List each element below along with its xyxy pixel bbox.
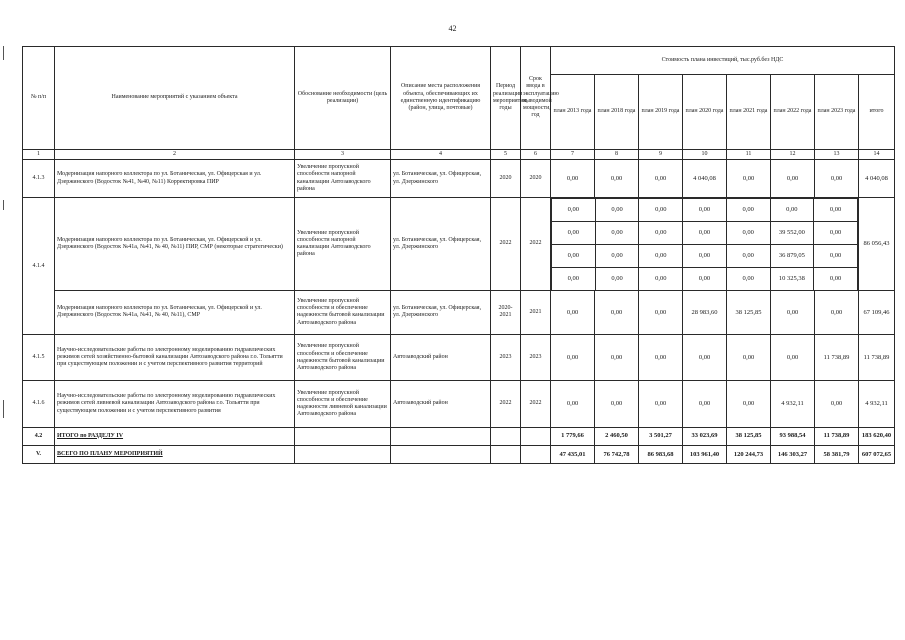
row-value: 0,00 bbox=[595, 159, 639, 197]
row-reason: Увеличение пропускной способности и обеспечение надежности бытовой канализации Автозаводского района bbox=[295, 335, 391, 381]
row-value: 0,00 bbox=[727, 159, 771, 197]
row-value: 146 303,27 bbox=[771, 445, 815, 463]
col-number: 14 bbox=[859, 149, 895, 159]
row-location: Автозаводский район bbox=[391, 381, 491, 427]
row-value: 103 961,40 bbox=[683, 445, 727, 463]
binding-edge-mark bbox=[3, 200, 4, 210]
row-period: 2023 bbox=[491, 335, 521, 381]
header-year: план 2021 года bbox=[727, 75, 771, 150]
header-name: Наименование мероприятий с указанием объекта bbox=[55, 47, 295, 150]
row-value: 0,00 bbox=[771, 290, 815, 334]
row-value: 0,00 bbox=[814, 245, 858, 268]
col-number: 6 bbox=[521, 149, 551, 159]
header-cost-group: Стоимость плана инвестиций, тыс.руб.без НДС bbox=[551, 47, 895, 75]
row-value: 0,00 bbox=[726, 222, 770, 245]
row-value: 47 435,01 bbox=[551, 445, 595, 463]
row-value: 0,00 bbox=[683, 245, 727, 268]
row-value: 0,00 bbox=[683, 335, 727, 381]
row-value: 0,00 bbox=[771, 335, 815, 381]
row-value: 0,00 bbox=[552, 222, 596, 245]
row-reason: Увеличение пропускной способности и обеспечение надежности ливневой канализации Автозаводского района bbox=[295, 381, 391, 427]
row-value: 38 125,85 bbox=[727, 427, 771, 445]
row-name: Научно-исследовательские работы по электронному моделированию гидравлических режимов сетей хозяйственно-бытовой канализации Автозаводского района г.о. Тольятти при существующем положении и с учетом перспективного развития территорий bbox=[55, 335, 295, 381]
row-value: 0,00 bbox=[552, 199, 596, 222]
header-commission: Срок ввода в эксплуатацию выводимой мощности, год bbox=[521, 47, 551, 150]
grand-total-row bbox=[23, 445, 895, 463]
row-total: 607 072,65 bbox=[859, 445, 895, 463]
header-year: план 2019 года bbox=[639, 75, 683, 150]
row-reason: Увеличение пропускной способности напорной канализации Автозаводского района bbox=[295, 159, 391, 197]
row-value: 0,00 bbox=[814, 199, 858, 222]
row-value: 0,00 bbox=[726, 268, 770, 290]
col-number: 13 bbox=[815, 149, 859, 159]
row-value: 93 988,54 bbox=[771, 427, 815, 445]
row-value: 0,00 bbox=[639, 245, 683, 268]
row-commission: 2022 bbox=[521, 381, 551, 427]
row-num: V. bbox=[23, 445, 55, 463]
row-total: 67 109,46 bbox=[859, 290, 895, 334]
row-total: 183 620,40 bbox=[859, 427, 895, 445]
row-value: 0,00 bbox=[551, 381, 595, 427]
row-value: 0,00 bbox=[639, 199, 683, 222]
row-period: 2020-2021 bbox=[491, 290, 521, 334]
header-location: Описание места расположения объекта, обеспечивающих их единственную идентификацию (район, улица, почтовые) bbox=[391, 47, 491, 150]
header-year: план 2022 года bbox=[771, 75, 815, 150]
subtotal-row bbox=[23, 427, 895, 445]
row-total: 4 932,11 bbox=[859, 381, 895, 427]
row-value: 76 742,78 bbox=[595, 445, 639, 463]
row-commission: 2021 bbox=[521, 290, 551, 334]
row-value: 58 381,79 bbox=[815, 445, 859, 463]
row-value: 0,00 bbox=[639, 222, 683, 245]
row-value: 0,00 bbox=[727, 335, 771, 381]
row-value: 0,00 bbox=[771, 159, 815, 197]
row-name: Модернизация напорного коллектора по ул. Ботаническая, ул. Офицерской и ул. Дзержинского (Водосток №41а, №41, № 40, №11), СМР bbox=[55, 290, 295, 334]
table-row bbox=[23, 159, 895, 197]
row-value: 86 983,68 bbox=[639, 445, 683, 463]
row-reason: Увеличение пропускной способности и обеспечение надежности бытовой канализации Автозаводского района bbox=[295, 290, 391, 334]
row-value: 0,00 bbox=[814, 268, 858, 290]
col-number: 12 bbox=[771, 149, 815, 159]
row-value: 0,00 bbox=[552, 268, 596, 290]
row-value: 0,00 bbox=[727, 381, 771, 427]
row-num: 4.1.6 bbox=[23, 381, 55, 427]
row-value: 0,00 bbox=[639, 381, 683, 427]
row-value: 0,00 bbox=[551, 335, 595, 381]
row-value: 0,00 bbox=[726, 245, 770, 268]
col-number: 2 bbox=[55, 149, 295, 159]
row-value: 0,00 bbox=[595, 290, 639, 334]
investment-table bbox=[22, 46, 895, 464]
table-row bbox=[23, 335, 895, 381]
row-value: 2 460,50 bbox=[595, 427, 639, 445]
col-number: 3 bbox=[295, 149, 391, 159]
row-num: 4.1.4 bbox=[23, 198, 55, 335]
row-name: ИТОГО по РАЗДЕЛУ IV bbox=[55, 427, 295, 445]
row-value: 0,00 bbox=[683, 381, 727, 427]
header-year: план 2023 года bbox=[815, 75, 859, 150]
header-total: итого bbox=[859, 75, 895, 150]
row-value: 0,00 bbox=[595, 222, 639, 245]
row-value: 1 779,66 bbox=[551, 427, 595, 445]
col-number: 10 bbox=[683, 149, 727, 159]
row-num: 4.1.3 bbox=[23, 159, 55, 197]
row-value: 38 125,85 bbox=[727, 290, 771, 334]
header-year: план 2013 года bbox=[551, 75, 595, 150]
sub-value-table bbox=[551, 198, 858, 290]
header-year: план 2020 года bbox=[683, 75, 727, 150]
row-name: Модернизация напорного коллектора по ул. Ботаническая, ул. Офицерская и ул. Дзержинского (Водосток №41, №40, №11) Корректировка ПИР bbox=[55, 159, 295, 197]
row-name: Научно-исследовательские работы по электронному моделированию гидравлических режимов сетей ливневой канализации Автозаводского района г.о. Тольятти при существующем положении и с учетом перспективного развития bbox=[55, 381, 295, 427]
col-number: 7 bbox=[551, 149, 595, 159]
col-number: 9 bbox=[639, 149, 683, 159]
column-number-row bbox=[23, 149, 895, 159]
col-number: 1 bbox=[23, 149, 55, 159]
row-total: 86 056,43 bbox=[859, 198, 895, 291]
row-total: 4 040,08 bbox=[859, 159, 895, 197]
header-num: № п/п bbox=[23, 47, 55, 150]
row-value: 11 738,89 bbox=[815, 335, 859, 381]
row-value: 0,00 bbox=[814, 222, 858, 245]
row-commission: 2020 bbox=[521, 159, 551, 197]
row-value: 0,00 bbox=[595, 381, 639, 427]
row-value: 28 983,60 bbox=[683, 290, 727, 334]
row-value: 3 501,27 bbox=[639, 427, 683, 445]
binding-edge-mark bbox=[3, 46, 4, 60]
row-value: 36 879,05 bbox=[770, 245, 814, 268]
row-value: 0,00 bbox=[639, 268, 683, 290]
row-name: ВСЕГО ПО ПЛАНУ МЕРОПРИЯТИЙ bbox=[55, 445, 295, 463]
row-location: ул. Ботаническая, ул. Офицерская, ул. Дзержинского bbox=[391, 198, 491, 291]
header-period: Период реализации мероприятия, годы bbox=[491, 47, 521, 150]
row-num: 4.2 bbox=[23, 427, 55, 445]
row-period: 2022 bbox=[491, 381, 521, 427]
row-value: 0,00 bbox=[595, 199, 639, 222]
row-num: 4.1.5 bbox=[23, 335, 55, 381]
row-total: 11 738,89 bbox=[859, 335, 895, 381]
row-location: ул. Ботаническая, ул. Офицерская, ул. Дзержинского bbox=[391, 290, 491, 334]
row-location: Автозаводский район bbox=[391, 335, 491, 381]
row-value: 33 023,69 bbox=[683, 427, 727, 445]
col-number: 11 bbox=[727, 149, 771, 159]
row-value: 0,00 bbox=[552, 245, 596, 268]
row-commission: 2023 bbox=[521, 335, 551, 381]
row-value: 0,00 bbox=[815, 381, 859, 427]
col-number: 8 bbox=[595, 149, 639, 159]
row-value: 0,00 bbox=[639, 159, 683, 197]
table-row bbox=[23, 290, 895, 334]
row-value: 0,00 bbox=[683, 199, 727, 222]
row-value: 0,00 bbox=[639, 335, 683, 381]
row-value: 4 932,11 bbox=[771, 381, 815, 427]
row-location: ул. Ботаническая, ул. Офицерская, ул. Дзержинского bbox=[391, 159, 491, 197]
row-value: 0,00 bbox=[551, 290, 595, 334]
row-value: 0,00 bbox=[595, 268, 639, 290]
row-value-group bbox=[551, 198, 859, 291]
table-row bbox=[23, 381, 895, 427]
row-value: 0,00 bbox=[815, 290, 859, 334]
row-value: 0,00 bbox=[639, 290, 683, 334]
col-number: 4 bbox=[391, 149, 491, 159]
page-number: 42 bbox=[448, 24, 457, 33]
row-value: 10 325,38 bbox=[770, 268, 814, 290]
row-value: 0,00 bbox=[815, 159, 859, 197]
row-value: 120 244,73 bbox=[727, 445, 771, 463]
header-year: план 2018 года bbox=[595, 75, 639, 150]
row-value: 0,00 bbox=[595, 245, 639, 268]
row-reason: Увеличение пропускной способности напорной канализации Автозаводского района bbox=[295, 198, 391, 291]
col-number: 5 bbox=[491, 149, 521, 159]
row-commission: 2022 bbox=[521, 198, 551, 291]
row-value: 39 552,00 bbox=[770, 222, 814, 245]
row-value: 0,00 bbox=[770, 199, 814, 222]
row-period: 2022 bbox=[491, 198, 521, 291]
row-period: 2020 bbox=[491, 159, 521, 197]
row-name: Модернизация напорного коллектора по ул. Ботаническая, ул. Офицерской и ул. Дзержинского (Водосток №41а, №41, № 40, №11) ПИР, СМР (некоторые стратегически) bbox=[55, 198, 295, 291]
row-value: 0,00 bbox=[551, 159, 595, 197]
table-row bbox=[23, 198, 895, 291]
row-value: 0,00 bbox=[726, 199, 770, 222]
binding-edge-mark bbox=[3, 400, 4, 418]
row-value: 11 738,89 bbox=[815, 427, 859, 445]
row-value: 4 040,08 bbox=[683, 159, 727, 197]
row-value: 0,00 bbox=[683, 222, 727, 245]
row-value: 0,00 bbox=[595, 335, 639, 381]
header-reason: Обоснование необходимости (цель реализации) bbox=[295, 47, 391, 150]
row-value: 0,00 bbox=[683, 268, 727, 290]
